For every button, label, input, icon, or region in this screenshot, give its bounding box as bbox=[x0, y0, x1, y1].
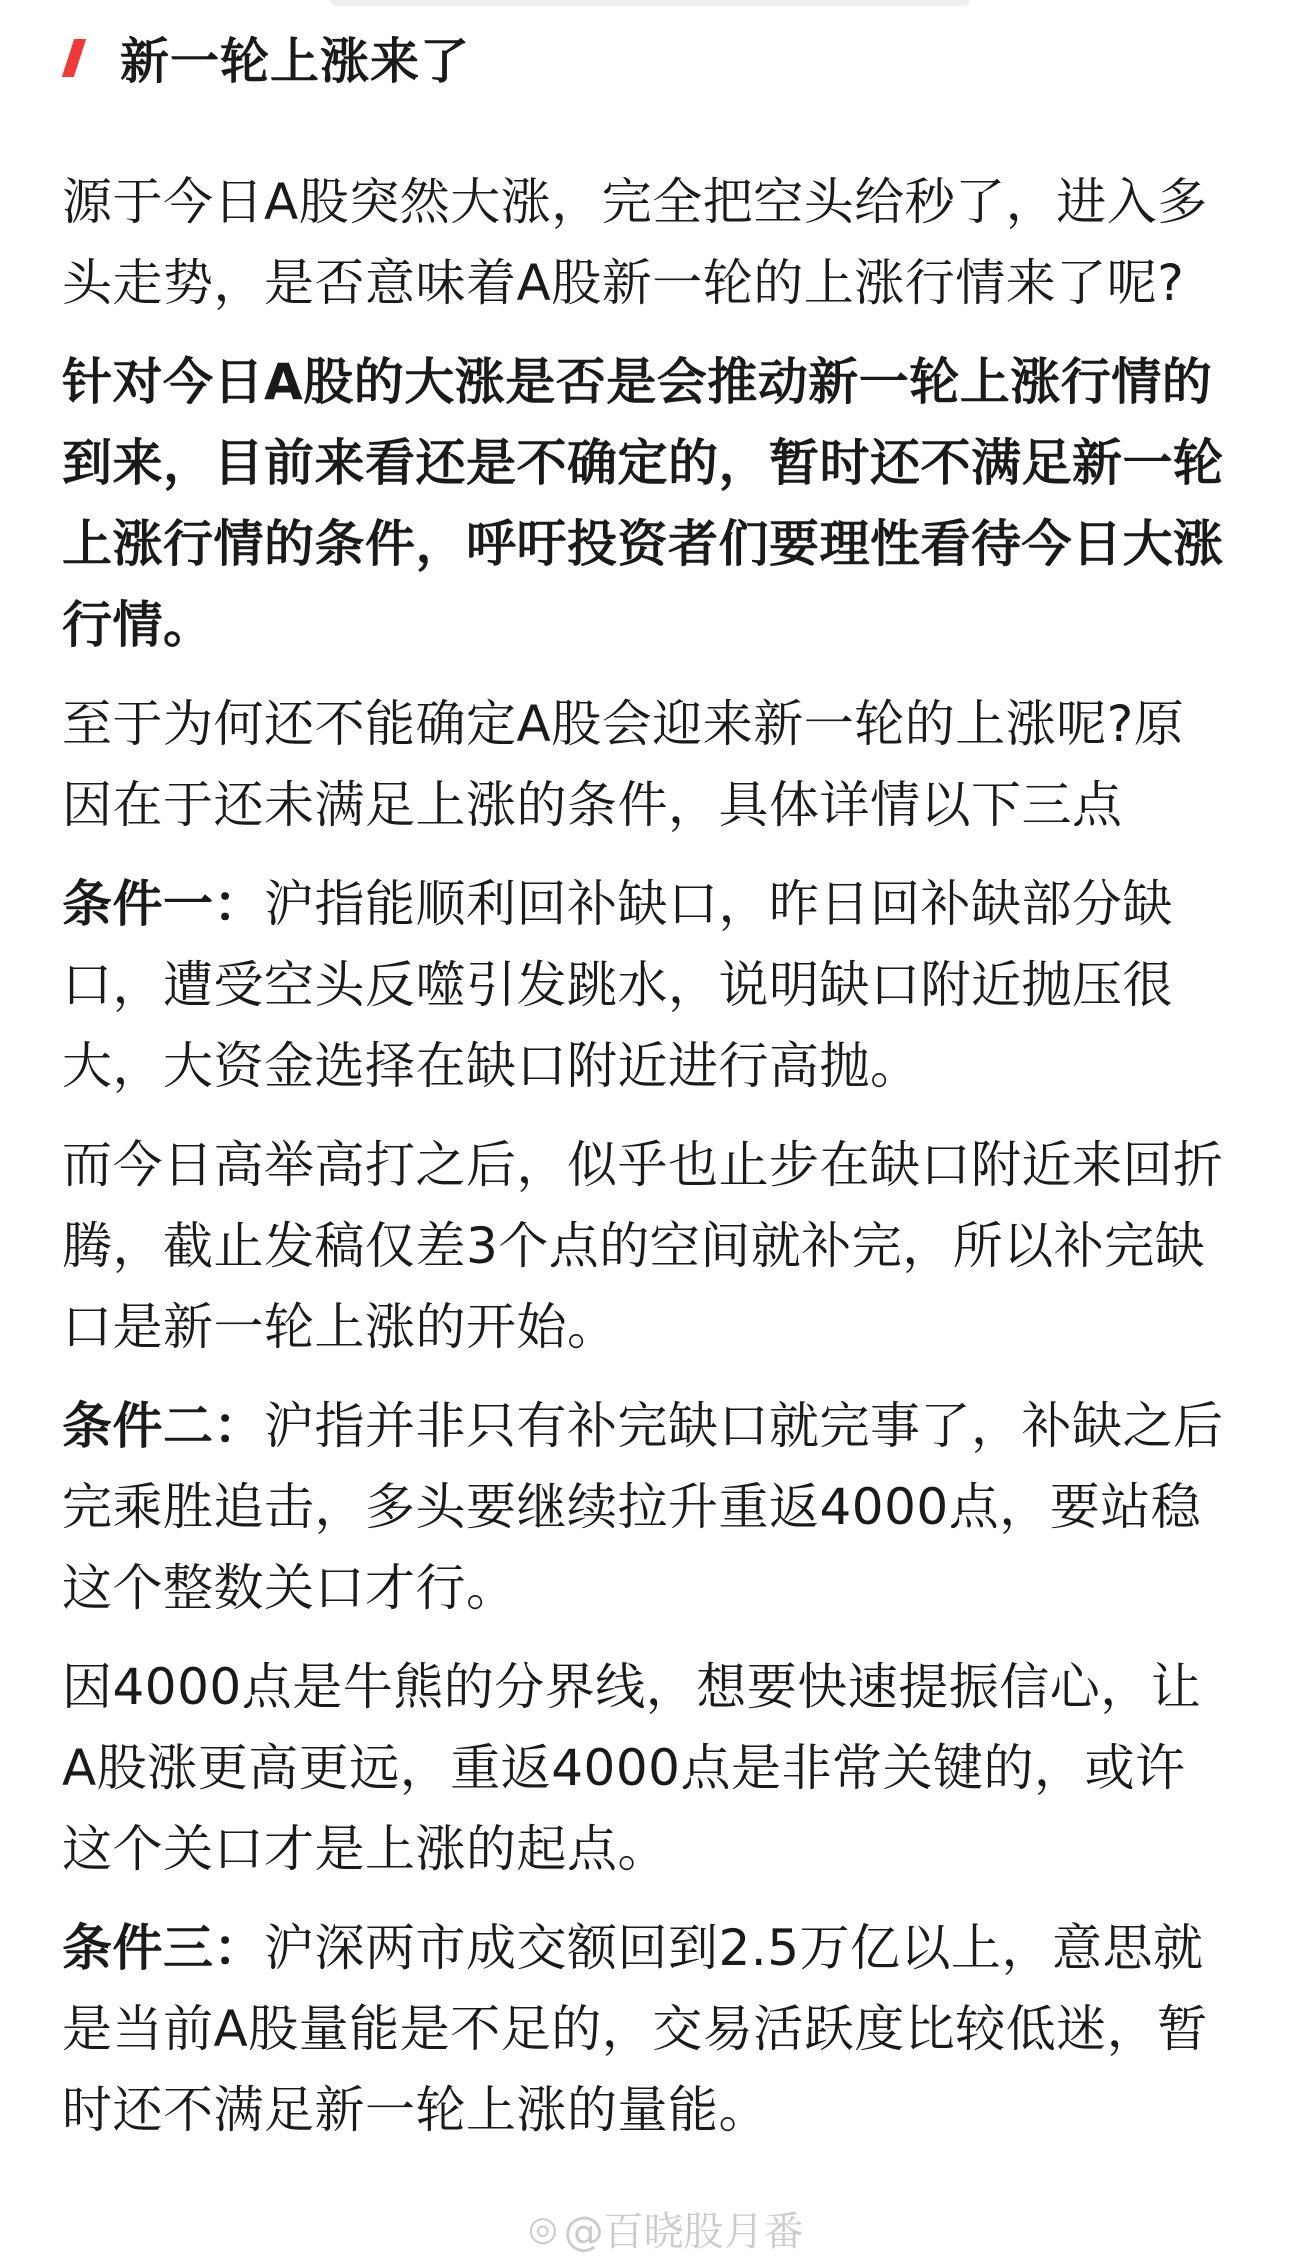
paragraph-condition-3 bbox=[62, 1908, 1234, 2151]
paragraph-text: 源于今日A股突然大涨，完全把空头给秒了，进入多头走势，是否意味着A股新一轮的上涨行情来了呢? bbox=[62, 173, 1208, 312]
condition-label: 条件一： bbox=[62, 875, 264, 933]
condition-label: 条件三： bbox=[62, 1919, 264, 1977]
paragraph-text: 针对今日A股的大涨是否是会推动新一轮上涨行情的到来，目前来看还是不确定的，暂时还不满足新一轮上涨行情的条件，呼吁投资者们要理性看待今日大涨行情。 bbox=[62, 353, 1224, 654]
section-heading bbox=[62, 18, 1234, 98]
paragraph-7 bbox=[62, 1647, 1234, 1890]
paragraph-text: 至于为何还不能确定A股会迎来新一轮的上涨呢?原因在于还未满足上涨的条件，具体详情以下三点 bbox=[62, 695, 1185, 834]
paragraph-5 bbox=[62, 1125, 1234, 1368]
paragraph-text: 而今日高举高打之后，似乎也止步在缺口附近来回折腾，截止发稿仅差3个点的空间就补完，所以补完缺口是新一轮上涨的开始。 bbox=[62, 1136, 1224, 1356]
paragraph-2 bbox=[62, 342, 1234, 666]
paragraph-1 bbox=[62, 162, 1234, 324]
paragraph-text: 因4000点是牛熊的分界线，想要快速提振信心，让A股涨更高更远，重返4000点是非常关键的，或许这个关口才是上涨的起点。 bbox=[62, 1658, 1202, 1878]
paragraph-text: 沪指能顺利回补缺口，昨日回补缺部分缺口，遭受空头反噬引发跳水，说明缺口附近抛压很大，大资金选择在缺口附近进行高抛。 bbox=[62, 875, 1173, 1095]
paragraph-condition-1 bbox=[62, 864, 1234, 1107]
paragraph-text: 沪深两市成交额回到2.5万亿以上，意思就是当前A股量能是不足的，交易活跃度比较低迷，暂时还不满足新一轮上涨的量能。 bbox=[62, 1919, 1208, 2139]
weibo-icon: ◎ bbox=[528, 2208, 558, 2249]
watermark-text: @百晓股月番 bbox=[563, 2209, 804, 2255]
article bbox=[62, 18, 1234, 2169]
section-title: 新一轮上涨来了 bbox=[120, 33, 471, 90]
condition-label: 条件二： bbox=[62, 1397, 264, 1455]
paragraph-condition-2 bbox=[62, 1386, 1234, 1629]
accent-bar-icon bbox=[62, 39, 86, 77]
paragraph-3 bbox=[62, 684, 1234, 846]
top-edge-decoration bbox=[330, 0, 970, 6]
watermark bbox=[528, 2200, 804, 2257]
paragraph-text: 沪指并非只有补完缺口就完事了，补缺之后完乘胜追击，多头要继续拉升重返4000点，要站稳这个整数关口才行。 bbox=[62, 1397, 1224, 1617]
